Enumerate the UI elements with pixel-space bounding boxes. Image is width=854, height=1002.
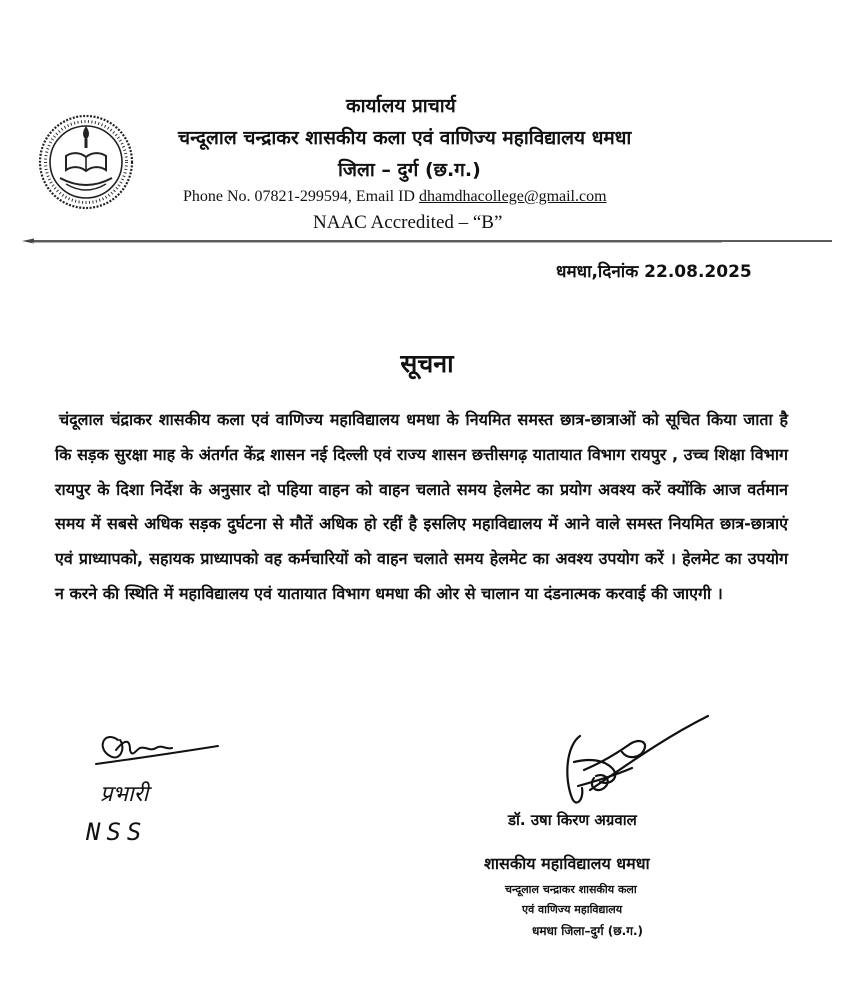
principal-name: डॉ. उषा किरण अग्रवाल [508, 811, 637, 829]
incharge-designation: प्रभारी [100, 782, 149, 807]
notice-title: सूचना [400, 349, 454, 378]
phone-text: Phone No. 07821-299594, Email ID [183, 188, 419, 205]
stamp-line-2: चन्दूलाल चन्द्राकर शासकीय कला [505, 883, 637, 896]
district-line: जिला – दुर्ग (छ.ग.) [338, 159, 481, 181]
notice-body: चंदूलाल चंद्राकर शासकीय कला एवं वाणिज्य महाविद्यालय धमधा के नियमित समस्त छात्र-छात्राओं को सूचित किया जाता है कि सड़क सुरक्षा माह के अंतर्गत केंद्र शासन नई दिल्ली एवं राज्य शासन छत्तीसगढ़ यातायात विभाग रायपुर , उच्च शिक्षा विभाग रायपुर के दिशा निर्देश के अनुसार दो पहिया वाहन को वाहन चलाते समय हेलमेट का प्रयोग अवश्य करें क्योंकि आज वर्तमान समय में सबसे अधिक सड़क दुर्घटना से मौतें अधिक हो रहीं है इसलिए महाविद्यालय में आने वाले समस्त नियमित छात्र-छात्राएं एवं प्राध्यापको, सहायक प्राध्यापको वह कर्मचारियों को वाहन चलाते समय हेलमेट का अवश्य उपयोग करें । हेलमेट का उपयोग न करने की स्थिति में महाविद्यालय एवं यातायात विभाग धमधा की ओर से चालान या दंडनात्मक करवाई की जाएगी । [55, 410, 788, 603]
naac-accreditation: NAAC Accredited – “B” [313, 212, 503, 233]
header-divider [22, 237, 834, 245]
college-seal-logo [36, 112, 136, 212]
nss-unit: NSS [86, 818, 148, 846]
email-link[interactable]: dhamdhacollege@gmail.com [418, 188, 607, 205]
stamp-line-3: एवं वाणिज्य महाविद्यालय [522, 903, 623, 916]
right-signature [567, 716, 708, 803]
college-name: चन्दूलाल चन्द्राकर शासकीय कला एवं वाणिज्य महाविद्यालय धमधा [178, 127, 632, 149]
place-date: धमधा,दिनांक 22.08.2025 [556, 262, 752, 282]
left-signature [96, 737, 218, 764]
stamp-line-4: धमधा जिला–दुर्ग (छ.ग.) [532, 924, 644, 938]
office-title: कार्यालय प्राचार्य [346, 95, 456, 117]
contact-line [183, 188, 607, 206]
stamp-line-1: शासकीय महाविद्यालय धमधा [484, 854, 650, 873]
